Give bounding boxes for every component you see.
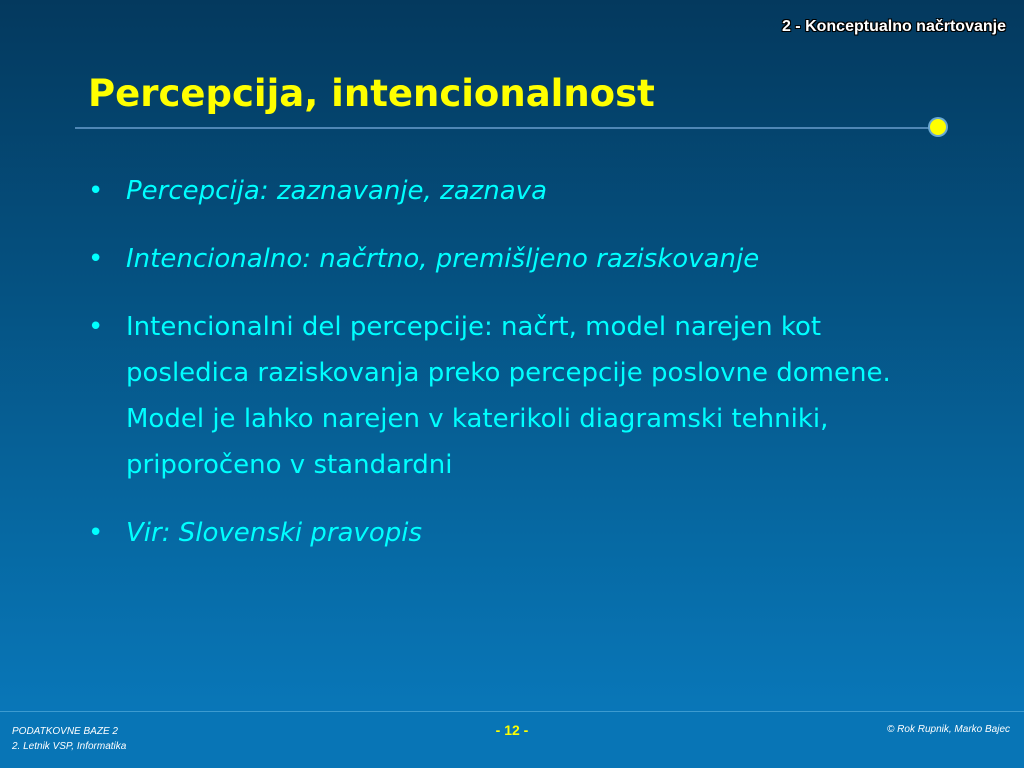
bullet-list [88,168,928,578]
bullet-text: Vir: Slovenski pravopis [126,518,423,548]
bullet-icon: • [88,244,104,274]
bullet-item [88,168,928,214]
bullet-text: Percepcija: zaznavanje, zaznava [126,176,548,206]
footer-program: 2. Letnik VSP, Informatika [12,741,127,752]
slide-title: Percepcija, intencionalnost [88,72,655,115]
bullet-item [88,304,928,488]
bullet-icon: • [88,518,104,548]
bullet-text: Intencionalni del percepcije: načrt, model narejen kot posledica raziskovanja preko percepcije poslovne domene. Model je lahko narejen v katerikoli diagramski tehniki, priporočeno v standardni [126,312,891,480]
bullet-item [88,236,928,282]
footer-course: PODATKOVNE BAZE 2 [12,726,118,737]
bullet-item [88,510,928,556]
page-number: - 12 - [495,722,529,738]
chapter-label: 2 - Konceptualno načrtovanje [781,18,1006,35]
footer-authors: © Rok Rupnik, Marko Bajec [887,724,1010,735]
bullet-icon: • [88,312,104,342]
slide-footer [0,711,1024,768]
title-divider-dot [930,119,946,135]
bullet-icon: • [88,176,104,206]
bullet-text: Intencionalno: načrtno, premišljeno raziskovanje [126,244,760,274]
title-divider [75,127,939,129]
